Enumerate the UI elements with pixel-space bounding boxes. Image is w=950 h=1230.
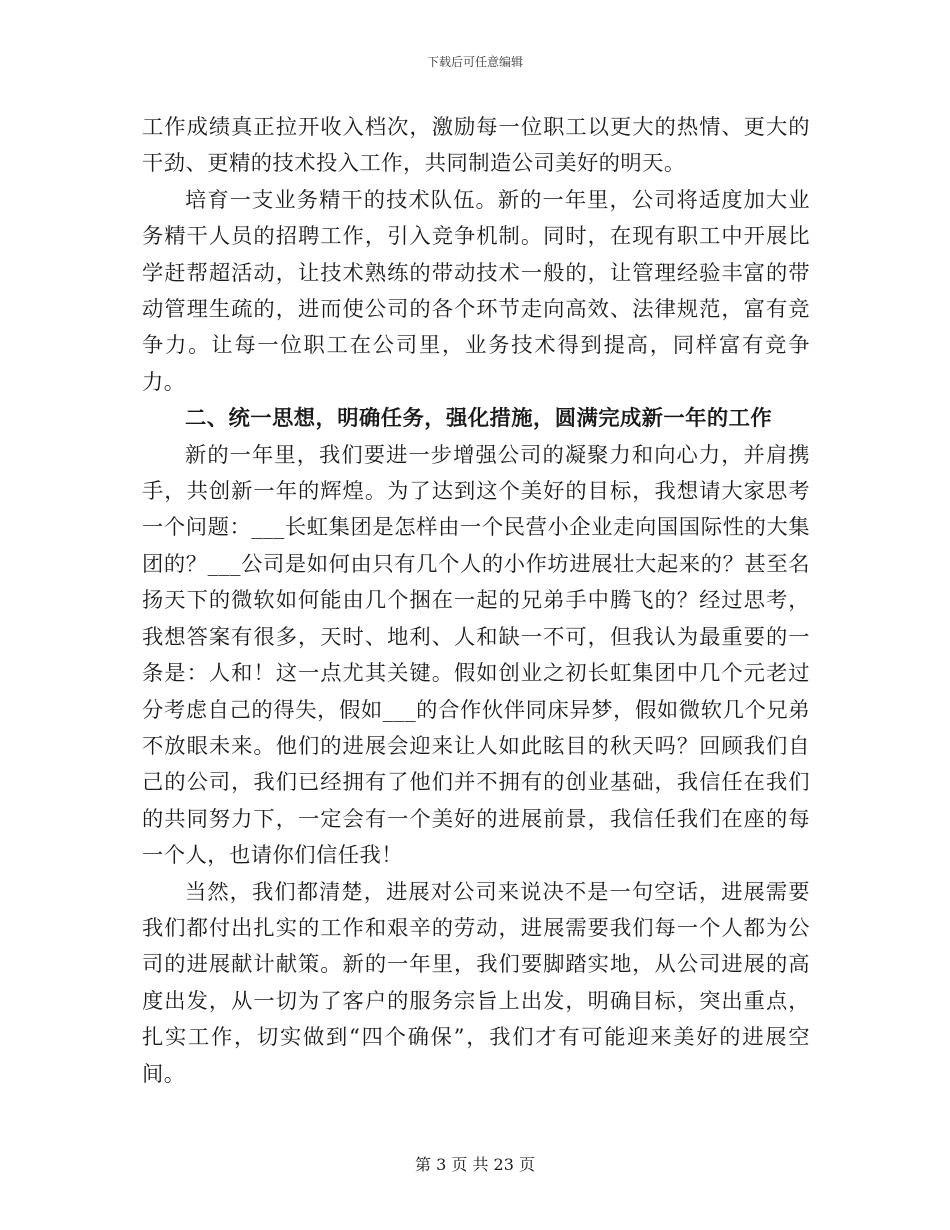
paragraph-technical-team: 培育一支业务精干的技术队伍。新的一年里，公司将适度加大业务精干人员的招聘工作，引入竞争机制。同时，在现有职工中开展比学赶帮超活动，让技术熟练的带动技术一般的，让管理经验丰富的带动管理生疏的，进而使公司的各个环节走向高效、法律规范，富有竞争力。让每一位职工在公司里，业务技术得到提高，同样富有竞争力。 [142,187,810,395]
page-header: 下载后可任意编辑 [426,55,523,69]
paragraph-cohesion: 新的一年里，我们要进一步增强公司的凝聚力和向心力，并肩携手，共创新一年的辉煌。为了达到这个美好的目标，我想请大家思考一个问题：___长虹集团是怎样由一个民营小企业走向国国际性的大集团的？___公司是如何由只有几个人的小作坊进展壮大起来的？甚至名扬天下的微软如何能由几个捆在一起的兄弟手中腾飞的？经过思考，我想答案有很多，天时、地利、人和缺一不可，但我认为最重要的一条是：人和！这一点尤其关键。假如创业之初长虹集团中几个元老过分考虑自己的得失，假如___的合作伙伴同床异梦，假如微软几个兄弟不放眼未来。他们的进展会迎来让人如此眩目的秋天吗？回顾我们自己的公司，我们已经拥有了他们并不拥有的创业基础，我信任在我们的共同努力下，一定会有一个美好的进展前景，我信任我们在座的每一个人，也请你们信任我！ [142,442,810,869]
paragraph-continuation: 工作成绩真正拉开收入档次，激励每一位职工以更大的热情、更大的干劲、更精的技术投入工作，共同制造公司美好的明天。 [142,115,810,177]
document-body [142,110,810,1093]
section-heading: 二、统一思想，明确任务，强化措施，圆满完成新一年的工作 [185,406,773,432]
page-number: 第 3 页 共 23 页 [415,1155,535,1174]
paragraph-development: 当然，我们都清楚，进展对公司来说决不是一句空话，进展需要我们都付出扎实的工作和艰辛的劳动，进展需要我们每一个人都为公司的进展献计献策。新的一年里，我们要脚踏实地，从公司进展的高度出发，从一切为了客户的服务宗旨上出发，明确目标，突出重点，扎实工作，切实做到“四个确保”，我们才有可能迎来美好的进展空间。 [142,879,810,1087]
